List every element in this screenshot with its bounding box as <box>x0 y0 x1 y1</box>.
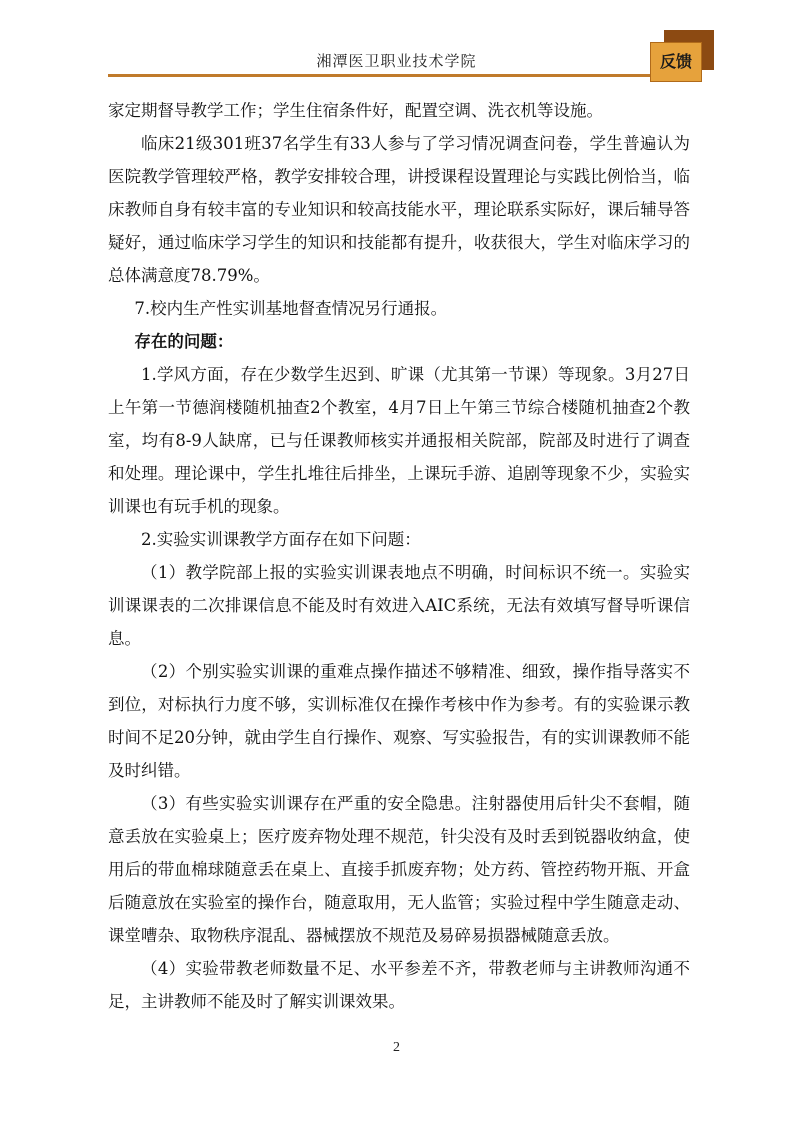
paragraph-problem-2-4: （4）实验带教老师数量不足、水平参差不齐，带教老师与主讲教师沟通不足，主讲教师不能及时了解实训课效果。 <box>108 959 690 1011</box>
section-heading-problems: 存在的问题： <box>134 332 234 351</box>
page-number: 2 <box>393 1040 400 1055</box>
paragraph-problem-2-2: （2）个别实验实训课的重难点操作描述不够精准、细致，操作指导落实不到位，对标执行力度不够，实训标准仅在操作考核中作为参考。有的实验课示教时间不足20分钟，就由学生自行操作、观察、写实验报告，有的实训课教师不能及时纠错。 <box>108 662 690 780</box>
body-content <box>108 94 690 1018</box>
feedback-logo <box>650 30 714 82</box>
logo-front-block <box>650 42 702 82</box>
paragraph-item-7: 7.校内生产性实训基地督查情况另行通报。 <box>134 299 448 318</box>
paragraph-problem-2-3: （3）有些实验实训课存在严重的安全隐患。注射器使用后针尖不套帽，随意丢放在实验桌上；医疗废弃物处理不规范，针尖没有及时丢到锐器收纳盒，使用后的带血棉球随意丢在桌上、直接手抓废弃物；处方药、管控药物开瓶、开盒后随意放在实验室的操作台，随意取用，无人监管；实验过程中学生随意走动、课堂嘈杂、取物秩序混乱、器械摆放不规范及易碎易损器械随意丢放。 <box>108 794 690 945</box>
paragraph-problem-2-1: （1）教学院部上报的实验实训课表地点不明确，时间标识不统一。实验实训课课表的二次排课信息不能及时有效进入AIC系统，无法有效填写督导听课信息。 <box>108 563 690 648</box>
paragraph-continuation: 家定期督导教学工作；学生住宿条件好，配置空调、洗衣机等设施。 <box>108 101 603 120</box>
paragraph-clinical-survey: 临床21级301班37名学生有33人参与了学习情况调查问卷，学生普遍认为医院教学管理较严格，教学安排较合理，讲授课程设置理论与实践比例恰当，临床教师自身有较丰富的专业知识和较高技能水平，理论联系实际好，课后辅导答疑好，通过临床学习学生的知识和技能都有提升，收获很大，学生对临床学习的总体满意度78.79%。 <box>108 134 690 285</box>
header-rule <box>108 74 668 77</box>
paragraph-problem-2: 2.实验实训课教学方面存在如下问题： <box>141 530 421 549</box>
logo-text: 反馈 <box>659 52 692 71</box>
header-title: 湘潭医卫职业技术学院 <box>316 52 477 70</box>
paragraph-problem-1: 1.学风方面，存在少数学生迟到、旷课（尤其第一节课）等现象。3月27日上午第一节德润楼随机抽查2个教室，4月7日上午第三节综合楼随机抽查2个教室，均有8-9人缺席，已与任课教师核实并通报相关院部，院部及时进行了调查和处理。理论课中，学生扎堆往后排坐，上课玩手游、追剧等现象不少，实验实训课也有玩手机的现象。 <box>108 365 690 516</box>
